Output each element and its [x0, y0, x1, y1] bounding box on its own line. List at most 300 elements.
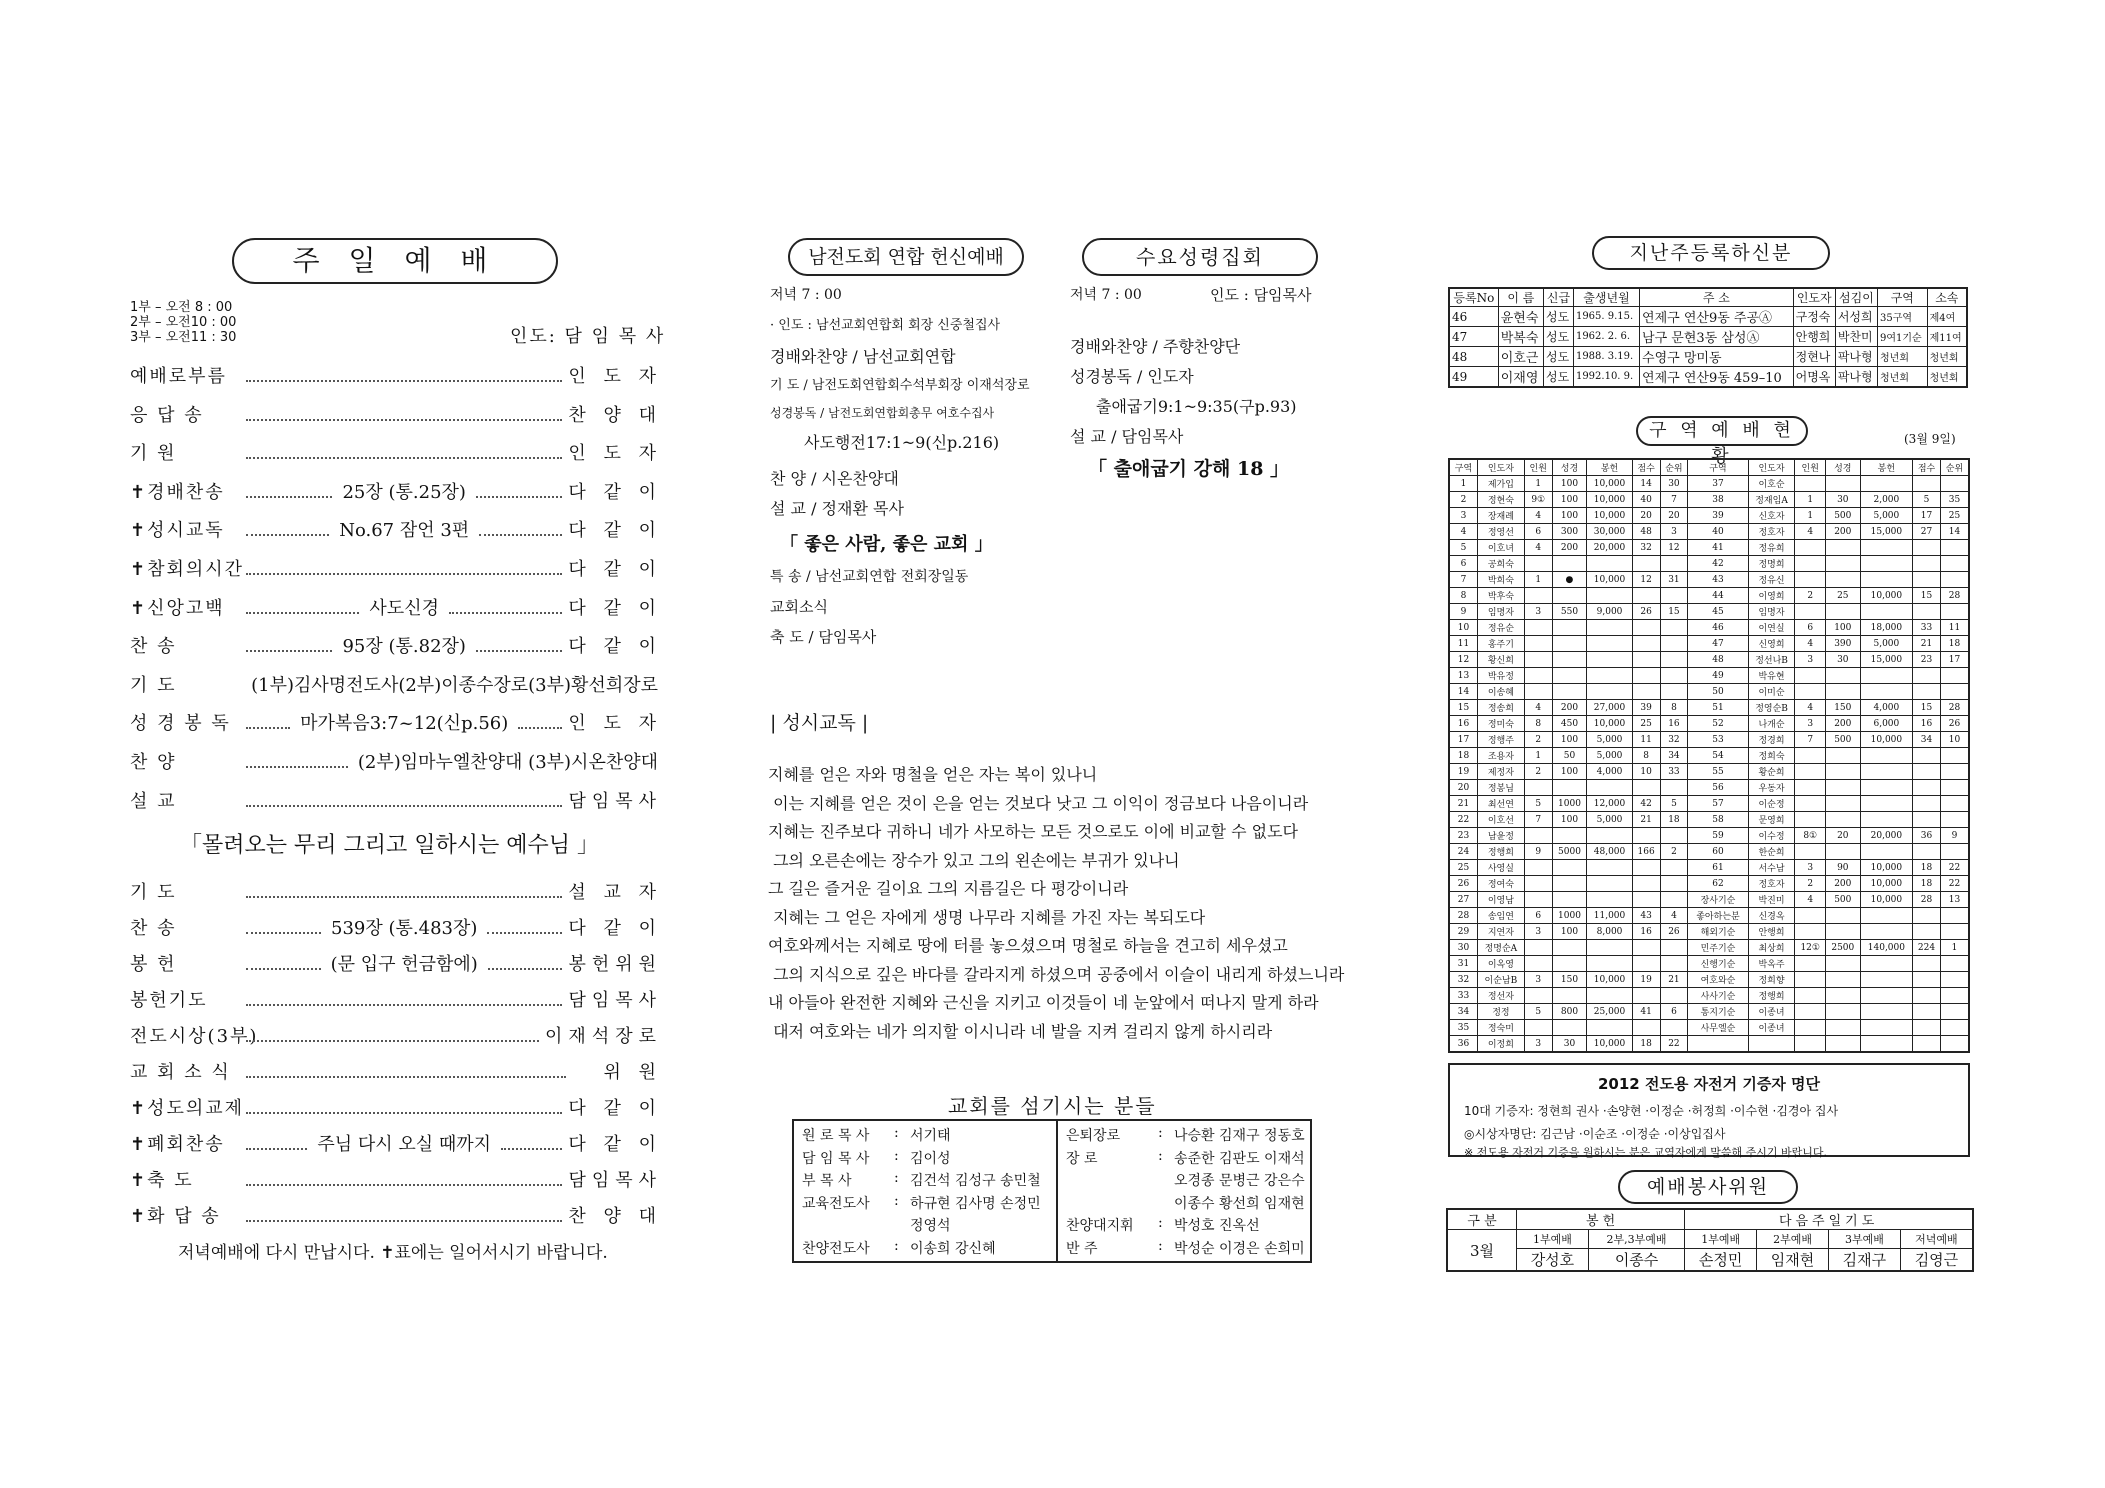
district-header: 구역: [1688, 459, 1748, 476]
registry-cell: 연제구 연산9동 주공Ⓐ: [1640, 307, 1794, 327]
district-cell: 한순희: [1748, 844, 1795, 860]
district-cell: [1632, 940, 1660, 956]
district-cell: 41: [1632, 1004, 1660, 1020]
district-cell: [1587, 588, 1632, 604]
district-cell: 정행희: [1477, 844, 1524, 860]
district-cell: [1940, 780, 1969, 796]
district-cell: 박진미: [1748, 892, 1795, 908]
district-cell: 30: [1825, 652, 1860, 668]
district-cell: [1524, 1020, 1552, 1036]
district-cell: [1632, 988, 1660, 1004]
order-item: ✝신앙고백: [130, 597, 225, 619]
district-cell: 5,000: [1587, 732, 1632, 748]
district-cell: 30: [1825, 492, 1860, 508]
district-cell: 18: [1940, 636, 1969, 652]
district-cell: [1795, 924, 1825, 940]
registry-cell: 청년회: [1927, 347, 1967, 367]
staff-names: 서기태: [910, 1128, 951, 1144]
district-cell: 사사기순: [1688, 988, 1748, 1004]
order-item: 찬 송: [130, 636, 177, 658]
district-cell: 224: [1913, 940, 1941, 956]
district-cell: [1913, 972, 1941, 988]
staff-role: 원 로 목 사: [802, 1128, 870, 1144]
district-cell: ●: [1552, 572, 1587, 588]
district-table: [1448, 458, 1970, 1053]
district-row: [1449, 700, 1969, 716]
order-row: [130, 1130, 662, 1156]
staff-row: 찬양대지휘 : 박성호 진옥선: [1066, 1215, 1305, 1238]
district-cell: 30: [1552, 1036, 1587, 1053]
district-cell: 박옥주: [1748, 956, 1795, 972]
staff-names: 김이성: [910, 1150, 951, 1167]
service-times: [130, 300, 236, 345]
district-cell: 23: [1449, 828, 1477, 844]
district-cell: [1688, 1036, 1748, 1053]
district-cell: 이종녀: [1748, 1020, 1795, 1036]
district-cell: [1587, 988, 1632, 1004]
staff-role: 찬양대지휘: [1066, 1218, 1134, 1234]
bicycle-donors: 10대 기증자: 정현희 권사 ·손양현 ·이정순 ·허정희 ·이수현 ·김경아 집사: [1464, 1104, 1839, 1118]
registry-cell: 제4여: [1927, 307, 1967, 327]
servers-name: 임재현: [1757, 1249, 1829, 1272]
district-cell: 6: [1524, 908, 1552, 924]
district-cell: 1: [1524, 748, 1552, 764]
district-cell: 2: [1795, 588, 1825, 604]
district-cell: [1940, 972, 1969, 988]
registry-title: 지난주등록하신분: [1592, 236, 1830, 270]
district-cell: [1587, 684, 1632, 700]
district-cell: 남윤정: [1477, 828, 1524, 844]
district-cell: 500: [1825, 892, 1860, 908]
district-cell: 12: [1632, 572, 1660, 588]
district-cell: 문영희: [1748, 812, 1795, 828]
district-cell: 임명자: [1477, 604, 1524, 620]
order-person: 인 도 자: [568, 366, 662, 387]
district-cell: 57: [1688, 796, 1748, 812]
district-cell: 신경옥: [1748, 908, 1795, 924]
district-cell: [1940, 476, 1969, 492]
district-cell: [1524, 620, 1552, 636]
registry-cell: 1988. 3.19.: [1573, 347, 1639, 367]
district-cell: [1860, 1004, 1912, 1020]
district-row: [1449, 924, 1969, 940]
district-cell: 이옥영: [1477, 956, 1524, 972]
district-cell: [1913, 684, 1941, 700]
district-cell: 정여숙: [1477, 876, 1524, 892]
district-cell: [1660, 988, 1688, 1004]
district-cell: 27,000: [1587, 700, 1632, 716]
district-cell: 42: [1632, 796, 1660, 812]
district-cell: 1: [1795, 508, 1825, 524]
district-header: 봉헌: [1587, 459, 1632, 476]
time-3: 3부 – 오전11 : 30: [130, 330, 237, 345]
district-cell: 박유정: [1477, 668, 1524, 684]
order-person: 다 같 이: [568, 520, 663, 542]
order-item: 전도시상(3부): [130, 1026, 259, 1047]
staff-role: 찬양전도사: [802, 1240, 870, 1257]
district-cell: [1524, 940, 1552, 956]
district-cell: 이호선: [1477, 812, 1524, 828]
servers-name: 김영근: [1900, 1249, 1973, 1272]
district-cell: 18: [1660, 812, 1688, 828]
district-cell: 2: [1795, 876, 1825, 892]
district-cell: 장재례: [1477, 508, 1524, 524]
district-cell: 59: [1688, 828, 1748, 844]
district-cell: 정유신: [1748, 572, 1795, 588]
district-cell: [1660, 652, 1688, 668]
registry-cell: 성도: [1544, 347, 1574, 367]
district-cell: 10,000: [1587, 716, 1632, 732]
district-cell: [1940, 812, 1969, 828]
registry-header: 출생년월: [1573, 288, 1639, 307]
reading-line: 내 아들아 완전한 지혜와 근신을 지키고 이것들이 네 눈앞에서 떠나지 말게 하라: [768, 993, 1319, 1012]
district-row: [1449, 988, 1969, 1004]
district-cell: 4,000: [1860, 700, 1912, 716]
district-cell: 이영희: [1748, 588, 1795, 604]
district-row: [1449, 508, 1969, 524]
district-cell: [1660, 828, 1688, 844]
district-cell: 황순희: [1748, 764, 1795, 780]
staff-names: 이송희 강신혜: [910, 1240, 996, 1257]
district-cell: 15: [1449, 700, 1477, 716]
district-row: [1449, 620, 1969, 636]
district-cell: [1795, 988, 1825, 1004]
district-cell: 정재임A: [1748, 492, 1795, 508]
district-header: 구역: [1449, 459, 1477, 476]
district-cell: 100: [1552, 508, 1587, 524]
registry-cell: 어명옥: [1793, 367, 1835, 388]
district-cell: 제가입: [1477, 476, 1524, 492]
district-cell: [1632, 588, 1660, 604]
district-cell: 2: [1524, 732, 1552, 748]
staff-row: [1066, 1193, 1305, 1216]
district-cell: 15,000: [1860, 652, 1912, 668]
district-cell: 7: [1449, 572, 1477, 588]
district-cell: 46: [1688, 620, 1748, 636]
district-cell: 3: [1524, 604, 1552, 620]
district-cell: 150: [1552, 972, 1587, 988]
order-item: ✝경배찬송: [130, 481, 225, 503]
district-cell: 25: [1449, 860, 1477, 876]
staff-role: [1066, 1193, 1158, 1216]
district-row: [1449, 908, 1969, 924]
district-cell: [1587, 668, 1632, 684]
district-cell: [1825, 748, 1860, 764]
district-cell: [1860, 684, 1912, 700]
district-cell: 25: [1940, 508, 1969, 524]
district-cell: 6: [1449, 556, 1477, 572]
staff-names: 박성순 이경은 손희미: [1174, 1240, 1305, 1257]
district-header: 인원: [1524, 459, 1552, 476]
staff-names: 나승환 김재구 정동호: [1174, 1128, 1305, 1144]
district-cell: [1524, 876, 1552, 892]
district-cell: [1660, 860, 1688, 876]
district-cell: 54: [1688, 748, 1748, 764]
district-cell: 이수정: [1748, 828, 1795, 844]
district-cell: [1552, 876, 1587, 892]
district-cell: [1552, 668, 1587, 684]
district-cell: [1587, 892, 1632, 908]
district-header: 인원: [1795, 459, 1825, 476]
district-cell: 48: [1688, 652, 1748, 668]
order-person: 담임목사: [568, 790, 662, 812]
order-item: 교 회 소 식: [130, 1062, 231, 1083]
order-detail: 95장 (통.82장): [342, 636, 466, 658]
district-cell: [1632, 780, 1660, 796]
district-cell: [1660, 620, 1688, 636]
staff-role: [802, 1215, 894, 1238]
time-1: 1부 – 오전 8 : 00: [130, 300, 233, 315]
servers-name: 손정민: [1685, 1249, 1757, 1272]
district-cell: 4: [1795, 636, 1825, 652]
district-cell: 19: [1632, 972, 1660, 988]
district-cell: 5: [1524, 1004, 1552, 1020]
district-cell: 16: [1632, 924, 1660, 940]
order-item: 기 원: [130, 443, 177, 465]
staff-names: 김건석 김성구 송민철: [910, 1173, 1041, 1189]
district-cell: [1825, 780, 1860, 796]
district-cell: 우동자: [1748, 780, 1795, 796]
district-cell: [1524, 988, 1552, 1004]
wednesday-line: 경배와찬양 / 주향찬양단: [1070, 337, 1241, 356]
district-cell: 21: [1913, 636, 1941, 652]
registry-cell: 성도: [1544, 327, 1574, 347]
district-cell: [1632, 876, 1660, 892]
district-cell: 6: [1524, 524, 1552, 540]
district-cell: [1587, 828, 1632, 844]
district-cell: [1913, 556, 1941, 572]
district-cell: [1913, 604, 1941, 620]
district-cell: 정봉님: [1477, 780, 1524, 796]
district-cell: 공희숙: [1477, 556, 1524, 572]
district-cell: [1552, 780, 1587, 796]
district-cell: 42: [1688, 556, 1748, 572]
district-cell: 황신희: [1477, 652, 1524, 668]
district-cell: 34: [1913, 732, 1941, 748]
district-cell: [1860, 956, 1912, 972]
district-cell: 7: [1795, 732, 1825, 748]
staff-role: 담 임 목 사: [802, 1150, 870, 1167]
district-row: [1449, 604, 1969, 620]
district-cell: 28: [1913, 892, 1941, 908]
district-cell: 31: [1660, 572, 1688, 588]
district-cell: 50: [1552, 748, 1587, 764]
staff-row: 반 주 : 박성순 이경은 손희미: [1066, 1238, 1305, 1261]
district-cell: [1552, 636, 1587, 652]
district-cell: [1940, 956, 1969, 972]
district-cell: [1940, 668, 1969, 684]
district-cell: 이호녀: [1477, 540, 1524, 556]
district-cell: 16: [1660, 716, 1688, 732]
district-cell: [1940, 764, 1969, 780]
order-person: 다 같 이: [568, 1098, 662, 1119]
order-item: ✝성시교독: [130, 520, 225, 542]
district-cell: [1795, 1020, 1825, 1036]
sunday-footer: 저녁예배에 다시 만납시다. ✝표에는 일어서시기 바랍니다.: [178, 1243, 608, 1263]
district-cell: [1587, 956, 1632, 972]
district-cell: 10,000: [1587, 492, 1632, 508]
registry-cell: 윤현숙: [1498, 307, 1543, 327]
district-row: [1449, 732, 1969, 748]
district-cell: [1860, 556, 1912, 572]
district-cell: 나개순: [1748, 716, 1795, 732]
evening-line: · 인도 : 남선교회연합회 회장 신중철집사: [770, 318, 1001, 333]
district-cell: [1940, 844, 1969, 860]
registry-cell: 48: [1449, 347, 1498, 367]
district-cell: 1: [1940, 940, 1969, 956]
district-cell: 10,000: [1860, 860, 1912, 876]
district-cell: 2500: [1825, 940, 1860, 956]
district-cell: 19: [1449, 764, 1477, 780]
reading-line: 지혜는 그 얻은 자에게 생명 나무라 지혜를 가진 자는 복되도다: [768, 907, 1206, 927]
bicycle-awards: ◎시상자명단: 김근남 ·이순조 ·이정순 ·이상입집사: [1464, 1127, 1726, 1141]
district-cell: 30: [1449, 940, 1477, 956]
district-cell: [1825, 540, 1860, 556]
registry-cell: 박복숙: [1498, 327, 1543, 347]
district-cell: 3: [1449, 508, 1477, 524]
district-cell: 3: [1795, 716, 1825, 732]
district-cell: 450: [1552, 716, 1587, 732]
district-cell: 정정: [1477, 1004, 1524, 1020]
district-cell: 이순정: [1748, 796, 1795, 812]
wednesday-line: 출애굽기9:1~9:35(구p.93): [1096, 397, 1297, 416]
district-cell: [1940, 1036, 1969, 1053]
staff-role: [1066, 1170, 1158, 1193]
district-row: [1449, 972, 1969, 988]
order-row: [130, 748, 662, 774]
district-cell: 52: [1688, 716, 1748, 732]
registry-row: [1449, 327, 1967, 347]
district-row: [1449, 540, 1969, 556]
district-cell: 정명희: [1748, 556, 1795, 572]
district-cell: [1632, 1020, 1660, 1036]
district-cell: 18: [1913, 876, 1941, 892]
order-person: 인 도 자: [568, 713, 663, 735]
servers-sub: 2부예배: [1757, 1230, 1829, 1249]
district-cell: 14: [1449, 684, 1477, 700]
registry-cell: 47: [1449, 327, 1498, 347]
district-cell: 8: [1449, 588, 1477, 604]
district-cell: 이미순: [1748, 684, 1795, 700]
staff-box: [792, 1119, 1312, 1263]
servers-head-prayer: 다음주일기도: [1685, 1209, 1973, 1230]
evening-line: 교회소식: [770, 598, 828, 616]
district-cell: 10,000: [1860, 892, 1912, 908]
order-person: 다 같 이: [568, 1134, 663, 1155]
registry-header: 주 소: [1640, 288, 1794, 307]
sunday-leader: 인도: 담 임 목 사: [510, 326, 666, 347]
district-cell: 이송혜: [1477, 684, 1524, 700]
district-cell: 정선나B: [1748, 652, 1795, 668]
district-cell: [1860, 1036, 1912, 1053]
registry-cell: 구정숙: [1793, 307, 1835, 327]
registry-cell: 남구 문현3동 삼성Ⓐ: [1640, 327, 1794, 347]
registry-header: 이 름: [1498, 288, 1543, 307]
district-cell: [1940, 604, 1969, 620]
district-cell: 정현숙: [1477, 492, 1524, 508]
registry-header: 구역: [1878, 288, 1928, 307]
staff-row: 교육전도사 : 하규현 김사명 손정민: [802, 1193, 1041, 1216]
registry-table: [1448, 287, 1968, 388]
district-cell: [1825, 956, 1860, 972]
district-cell: 정미숙: [1477, 716, 1524, 732]
district-cell: [1940, 1004, 1969, 1020]
district-cell: [1524, 828, 1552, 844]
district-cell: 500: [1825, 508, 1860, 524]
order-person: 찬 양 대: [568, 1206, 662, 1227]
district-cell: [1795, 476, 1825, 492]
district-cell: [1795, 1004, 1825, 1020]
district-cell: 32: [1660, 732, 1688, 748]
district-cell: 8: [1524, 716, 1552, 732]
district-row: [1449, 1036, 1969, 1053]
registry-cell: 안행희: [1793, 327, 1835, 347]
order-row: [130, 362, 662, 388]
district-cell: [1940, 572, 1969, 588]
order-detail: (1부)김사명전도사(2부)이종수장로(3부)황선희장로: [251, 674, 658, 696]
district-cell: 정행주: [1477, 732, 1524, 748]
district-cell: [1860, 572, 1912, 588]
district-cell: [1795, 572, 1825, 588]
reading-line: 지혜는 진주보다 귀하니 네가 사모하는 모든 것으로도 이에 비교할 수 없도다: [768, 822, 1298, 841]
district-cell: 3: [1524, 1036, 1552, 1053]
district-cell: [1913, 572, 1941, 588]
district-cell: [1913, 1004, 1941, 1020]
evening-line: 성경봉독 / 남전도회연합회총무 여호수집사: [770, 406, 995, 420]
district-cell: [1825, 1020, 1860, 1036]
reading-line: 여호와께서는 지혜로 땅에 터를 놓으셨으며 명철로 하늘을 견고히 세우셨고: [768, 936, 1288, 955]
district-cell: 송임연: [1477, 908, 1524, 924]
district-cell: 31: [1449, 956, 1477, 972]
district-cell: 40: [1632, 492, 1660, 508]
district-cell: 2: [1449, 492, 1477, 508]
district-cell: [1524, 860, 1552, 876]
order-person: 찬 양 대: [568, 404, 662, 426]
district-cell: [1860, 972, 1912, 988]
district-cell: 12,000: [1587, 796, 1632, 812]
order-row: [130, 401, 662, 427]
district-cell: [1660, 892, 1688, 908]
evening-title: 남전도회 연합 헌신예배: [788, 238, 1024, 276]
servers-sub: 저녁예배: [1900, 1230, 1973, 1249]
district-cell: 28: [1449, 908, 1477, 924]
district-row: [1449, 476, 1969, 492]
district-cell: [1825, 764, 1860, 780]
district-cell: [1552, 652, 1587, 668]
order-row: [130, 787, 662, 813]
district-cell: [1913, 780, 1941, 796]
district-cell: 3: [1524, 972, 1552, 988]
district-cell: 제정자: [1477, 764, 1524, 780]
registry-row: [1449, 367, 1967, 388]
district-cell: 39: [1688, 508, 1748, 524]
district-cell: [1524, 556, 1552, 572]
district-cell: 44: [1688, 588, 1748, 604]
district-cell: 21: [1449, 796, 1477, 812]
district-cell: 26: [1660, 924, 1688, 940]
district-cell: 13: [1940, 892, 1969, 908]
district-cell: 40: [1688, 524, 1748, 540]
district-cell: 11: [1632, 732, 1660, 748]
registry-cell: 청년회: [1927, 367, 1967, 388]
evening-line: 찬 양 / 시온찬양대: [770, 469, 899, 488]
district-cell: [1632, 556, 1660, 572]
district-cell: 정영선: [1477, 524, 1524, 540]
district-cell: [1913, 748, 1941, 764]
staff-row: [1066, 1170, 1305, 1193]
district-cell: [1660, 940, 1688, 956]
district-cell: 8: [1660, 700, 1688, 716]
